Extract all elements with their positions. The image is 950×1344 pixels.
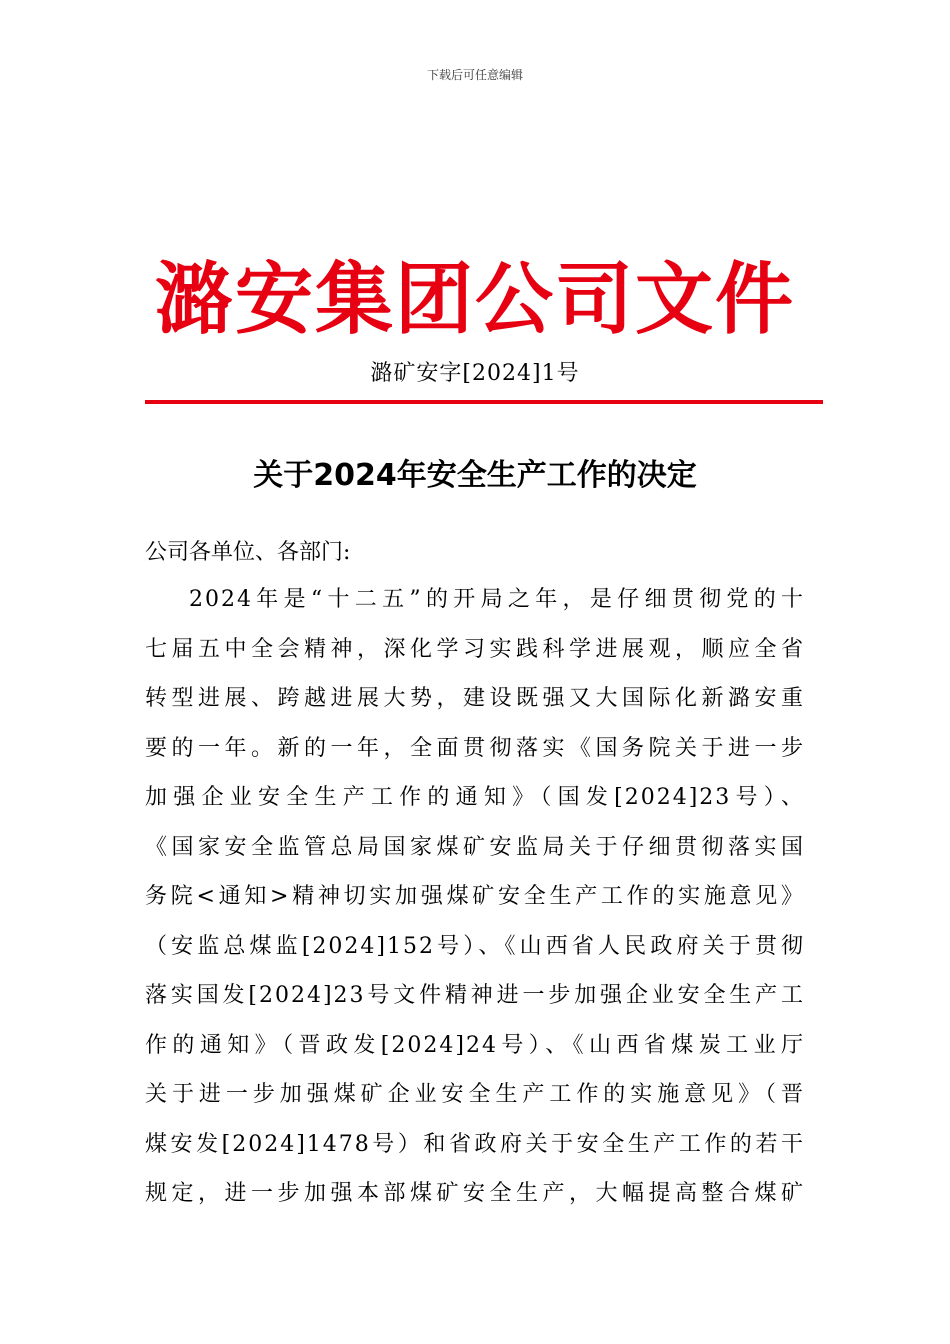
body-line: 转型进展、跨越进展大势，建设既强又大国际化新潞安重: [145, 686, 805, 711]
body-line: 关于进一步加强煤矿企业安全生产工作的实施意见》（晋: [145, 1082, 805, 1107]
body-line: （安监总煤监[2024]152号）、《山西省人民政府关于贯彻: [145, 933, 805, 959]
body-line: 2024年是“十二五”的开局之年，是仔细贯彻党的十: [189, 587, 805, 612]
document-title: 潞安集团公司文件: [154, 255, 795, 345]
body-text: [145, 585, 805, 1229]
header-note: 下载后可任意编辑: [426, 68, 523, 82]
body-line: 务院<通知>精神切实加强煤矿安全生产工作的实施意见》: [145, 884, 805, 909]
salutation: 公司各单位、各部门:: [145, 540, 351, 565]
subject-heading: 关于2024年安全生产工作的决定: [253, 458, 697, 493]
body-line: 规定，进一步加强本部煤矿安全生产，大幅提高整合煤矿: [145, 1181, 805, 1206]
body-line: 作的通知》（晋政发[2024]24号）、《山西省煤炭工业厅: [145, 1032, 805, 1058]
body-line: 要的一年。新的一年，全面贯彻落实《国务院关于进一步: [145, 735, 805, 761]
body-line: 加强企业安全生产工作的通知》（国发[2024]23号）、: [145, 785, 805, 810]
body-line: 煤安发[2024]1478号）和省政府关于安全生产工作的若干: [145, 1131, 805, 1157]
body-line: 落实国发[2024]23号文件精神进一步加强企业安全生产工: [145, 983, 805, 1008]
body-line: 《国家安全监管总局国家煤矿安监局关于仔细贯彻落实国: [145, 834, 805, 860]
body-line: 七届五中全会精神，深化学习实践科学进展观，顺应全省: [145, 636, 805, 662]
red-divider: [145, 400, 823, 404]
document-number: 潞矿安字[2024]1号: [370, 361, 580, 386]
